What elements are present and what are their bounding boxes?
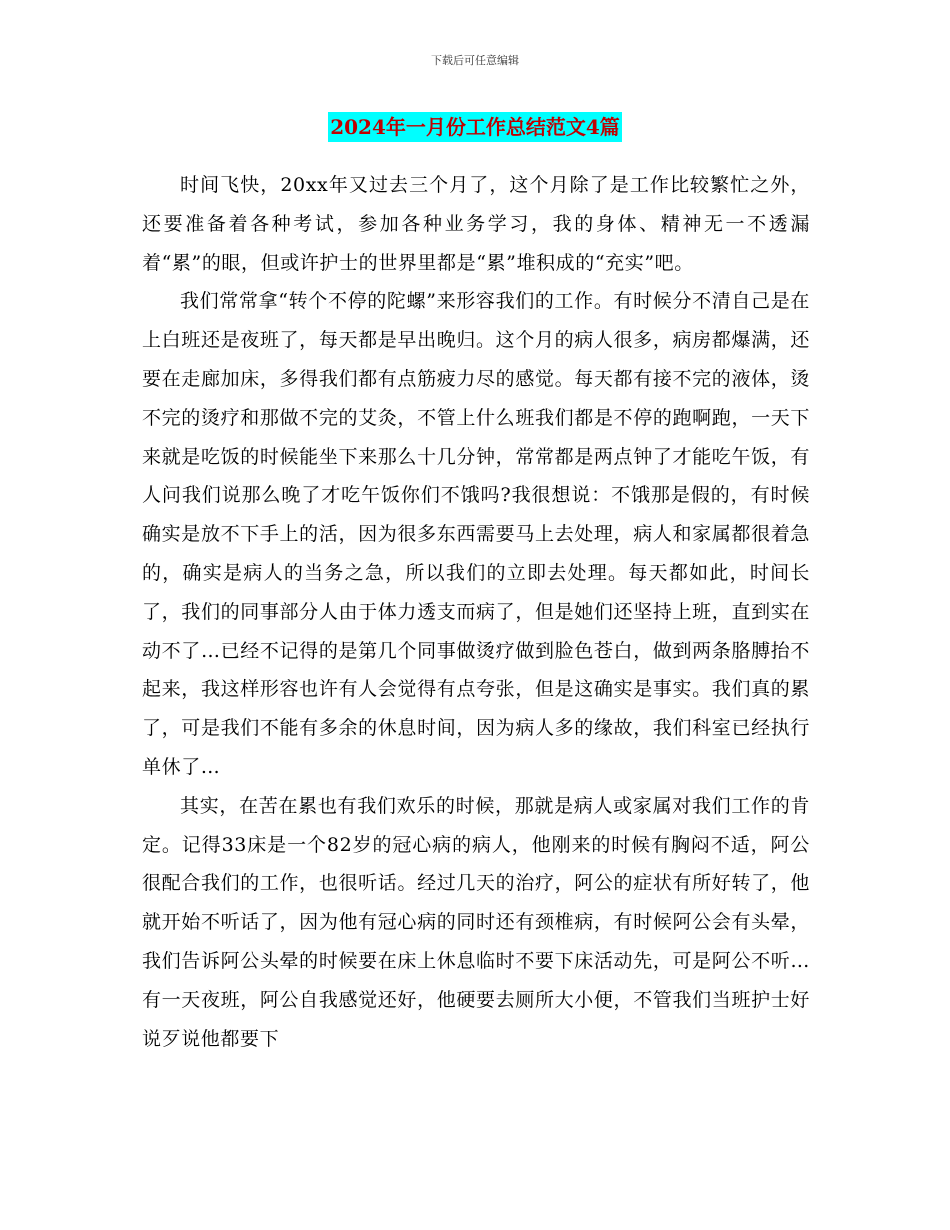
- header-note: 下载后可任意编辑: [431, 54, 519, 67]
- paragraph-3: 其实，在苦在累也有我们欢乐的时候，那就是病人或家属对我们工作的肯定。记得33床是一个82岁的冠心病的病人，他刚来的时候有胸闷不适，阿公很配合我们的工作，也很听话。经过几天的治疗，阿公的症状有所好转了，他就开始不听话了，因为他有冠心病的同时还有颈椎病，有时候阿公会有头晕，我们告诉阿公头晕的时候要在床上休息临时不要下床活动先，可是阿公不听…有一天夜班，阿公自我感觉还好，他硬要去厕所大小便，不管我们当班护士好说歹说他都要下: [142, 794, 810, 1050]
- document-title: 2024年一月份工作总结范文4篇: [328, 112, 622, 142]
- paragraph-2: 我们常常拿“转个不停的陀螺”来形容我们的工作。有时候分不清自己是在上白班还是夜班了，每天都是早出晚归。这个月的病人很多，病房都爆满，还要在走廊加床，多得我们都有点筋疲力尽的感觉。每天都有接不完的液体，烫不完的烫疗和那做不完的艾灸，不管上什么班我们都是不停的跑啊跑，一天下来就是吃饭的时候能坐下来那么十几分钟，常常都是两点钟了才能吃午饭，有人问我们说那么晚了才吃午饭你们不饿吗?我很想说：不饿那是假的，有时候确实是放不下手上的活，因为很多东西需要马上去处理，病人和家属都很着急的，确实是病人的当务之急，所以我们的立即去处理。每天都如此，时间长了，我们的同事部分人由于体力透支而病了，但是她们还坚持上班，直到实在动不了…已经不记得的是第几个同事做烫疗做到脸色苍白，做到两条胳膊抬不起来，我这样形容也许有人会觉得有点夸张，但是这确实是事实。我们真的累了，可是我们不能有多余的休息时间，因为病人多的缘故，我们科室已经执行单休了…: [142, 290, 810, 778]
- title-container: [0, 112, 950, 142]
- document-body: [142, 166, 810, 1058]
- paragraph-1: 时间飞快，20xx年又过去三个月了，这个月除了是工作比较繁忙之外，还要准备着各种考试，参加各种业务学习，我的身体、精神无一不透漏着“累”的眼，但或许护士的世界里都是“累”堆积成的“充实”吧。: [142, 174, 810, 274]
